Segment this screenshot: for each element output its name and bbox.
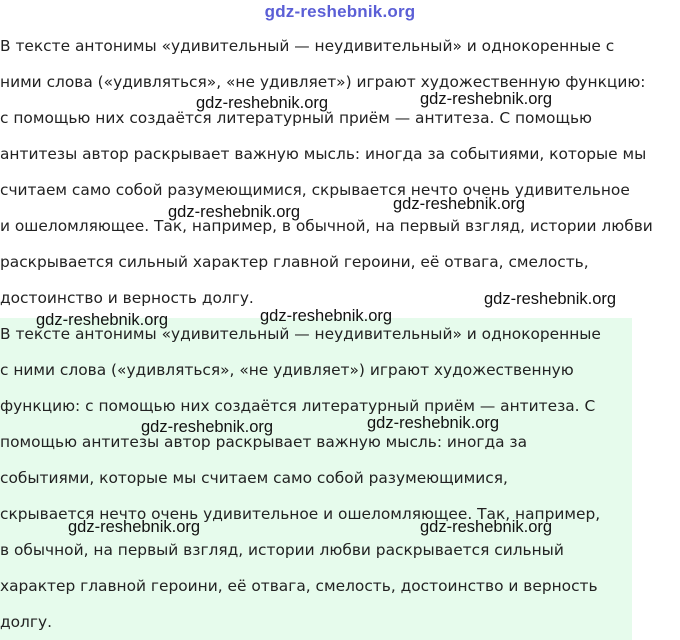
text-paragraph-original — [0, 28, 680, 316]
watermark: gdz-reshebnik.org — [393, 195, 526, 213]
text-line: раскрывается сильный характер главной героини, её отвага, смелость, — [0, 253, 589, 271]
watermark: gdz-reshebnik.org — [420, 90, 553, 108]
text-line: помощью антитезы автор раскрывает важную мысль: иногда за — [0, 433, 528, 451]
site-logo: gdz-reshebnik.org — [264, 2, 416, 21]
watermark: gdz-reshebnik.org — [196, 94, 329, 112]
watermark: gdz-reshebnik.org — [260, 307, 393, 325]
watermark: gdz-reshebnik.org — [68, 518, 201, 536]
text-paragraph-answer — [0, 316, 632, 640]
text-line: скрывается нечто очень удивительное и ошеломляющее. Так, например, — [0, 505, 601, 523]
text-line: в обычной, на первый взгляд, истории любви раскрывается сильный — [0, 541, 564, 559]
text-line: функцию: с помощью них создаётся литературный приём — антитеза. С — [0, 397, 596, 415]
watermark: gdz-reshebnik.org — [168, 203, 301, 221]
text-line: В тексте антонимы «удивительный — неудивительный» и однокоренные — [0, 325, 601, 343]
watermark: gdz-reshebnik.org — [367, 414, 500, 432]
watermark: gdz-reshebnik.org — [36, 311, 169, 329]
text-line: и ошеломляющее. Так, например, в обычной, на первый взгляд, истории любви — [0, 217, 653, 235]
text-line: В тексте антонимы «удивительный — неудивительный» и однокоренные с — [0, 37, 615, 55]
text-line: достоинство и верность долгу. — [0, 289, 254, 307]
text-line: характер главной героини, её отвага, смелость, достоинство и верность — [0, 577, 598, 595]
text-line: событиями, которые мы считаем само собой разумеющимися, — [0, 469, 508, 487]
watermark: gdz-reshebnik.org — [484, 290, 617, 308]
text-line: антитезы автор раскрывает важную мысль: иногда за событиями, которые мы — [0, 145, 647, 163]
text-line: с помощью них создаётся литературный приём — антитеза. С помощью — [0, 109, 592, 127]
text-line: с ними слова («удивляться», «не удивляет») играют художественную — [0, 361, 574, 379]
text-line: считаем само собой разумеющимися, скрывается нечто очень удивительное — [0, 181, 630, 199]
text-line: ними слова («удивляться», «не удивляет») играют художественную функцию: — [0, 73, 646, 91]
watermark: gdz-reshebnik.org — [420, 518, 553, 536]
text-line: долгу. — [0, 613, 52, 631]
watermark: gdz-reshebnik.org — [141, 418, 274, 436]
